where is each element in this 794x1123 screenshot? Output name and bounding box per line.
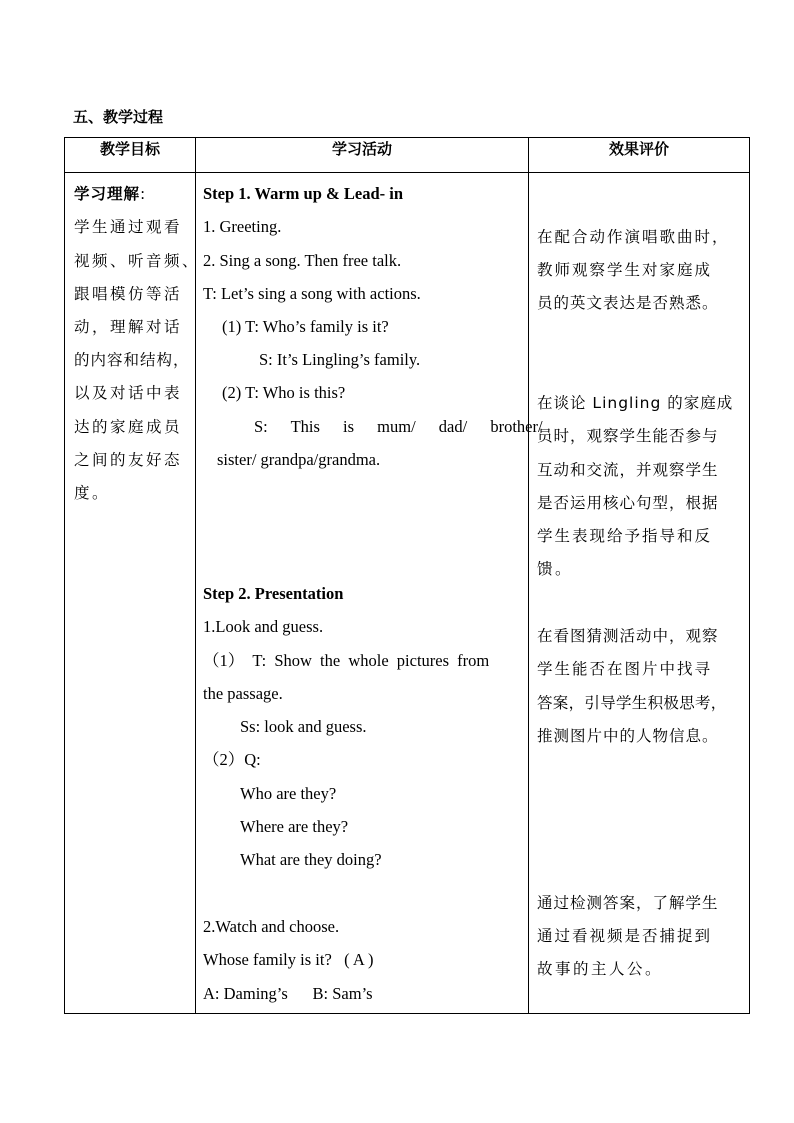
step2-line: （2）Q:: [203, 750, 261, 769]
evaluation-line: 通过看视频是否捕捉到: [537, 927, 713, 945]
step1-line: (1) T: Who’s family is it?: [222, 317, 389, 336]
evaluation-line: 学生能否在图片中找寻: [537, 660, 713, 678]
step1-line: 2. Sing a song. Then free talk.: [203, 251, 402, 270]
goal-line: 之间的友好态: [74, 451, 183, 469]
evaluation-line: 馈。: [537, 560, 574, 578]
goal-label-colon: :: [140, 185, 147, 203]
evaluation-line: 在配合动作演唱歌曲时，: [537, 228, 730, 246]
step2-line: 2.Watch and choose.: [203, 917, 340, 936]
step2-line: Where are they?: [240, 817, 349, 836]
evaluation-line: 答案，引导学生积极思考，: [537, 694, 727, 712]
goal-label-line: [74, 184, 146, 204]
goal-line: 以及对话中表: [74, 384, 183, 402]
section-title: 五、教学过程: [73, 108, 164, 126]
header-evaluation: 效果评价: [529, 138, 750, 173]
step2-line: Whose family is it? ( A ): [203, 950, 374, 969]
step2-line: What are they doing?: [240, 850, 382, 869]
step1-title: Step 1. Warm up & Lead- in: [203, 184, 404, 203]
step2-line: 1.Look and guess.: [203, 617, 324, 636]
step1-line: S: This is mum/ dad/ brother/: [254, 417, 543, 436]
header-goal: 教学目标: [65, 138, 196, 173]
step1-line: T: Let’s sing a song with actions.: [203, 284, 421, 303]
table-row: [65, 173, 750, 1014]
step2-line: A: Daming’s B: Sam’s: [203, 984, 373, 1003]
header-activities: 学习活动: [196, 138, 529, 173]
step1-line: (2) T: Who is this?: [222, 383, 346, 402]
goal-line: 跟唱模仿等活: [74, 285, 183, 303]
goal-label: 学习理解: [74, 185, 141, 203]
step1-line: sister/ grandpa/grandma.: [217, 450, 381, 469]
evaluation-line: 员的英文表达是否熟悉。: [537, 294, 719, 312]
table-header-row: [65, 138, 750, 173]
evaluation-line: 在看图猜测活动中，观察: [537, 627, 719, 645]
evaluation-line: 通过检测答案，了解学生: [537, 894, 719, 912]
goal-line: 的内容和结构，: [74, 351, 190, 369]
evaluation-line: 学生表现给予指导和反: [537, 527, 713, 545]
evaluation-line: 故事的主人公。: [537, 960, 664, 978]
step1-line: 1. Greeting.: [203, 217, 282, 236]
evaluation-line: 是否运用核心句型，根据: [537, 494, 719, 512]
goal-line: 动，理解对话: [74, 318, 183, 336]
step2-line: Ss: look and guess.: [240, 717, 367, 736]
evaluation-line: 推测图片中的人物信息。: [537, 727, 719, 745]
goal-line: 视频、听音频、: [74, 252, 201, 270]
goal-line: 达的家庭成员: [74, 418, 183, 436]
evaluation-line: 在谈论 Lingling 的家庭成: [537, 394, 734, 412]
evaluation-line: 教师观察学生对家庭成: [537, 261, 713, 279]
evaluation-cell: [529, 173, 750, 1014]
step2-line: Who are they?: [240, 784, 337, 803]
teaching-process-table: [64, 137, 750, 1014]
goal-cell: [65, 173, 201, 1014]
activities-cell: [196, 173, 543, 1014]
evaluation-line: 互动和交流，并观察学生: [537, 461, 719, 479]
evaluation-line: 员时，观察学生能否参与: [537, 427, 719, 445]
step2-line: the passage.: [203, 684, 283, 703]
goal-line: 度。: [74, 484, 111, 502]
goal-line: 学生通过观看: [74, 218, 183, 236]
step2-title: Step 2. Presentation: [203, 584, 344, 603]
step1-line: S: It’s Lingling’s family.: [259, 350, 421, 369]
step2-line: （1） T: Show the whole pictures from: [203, 651, 490, 670]
